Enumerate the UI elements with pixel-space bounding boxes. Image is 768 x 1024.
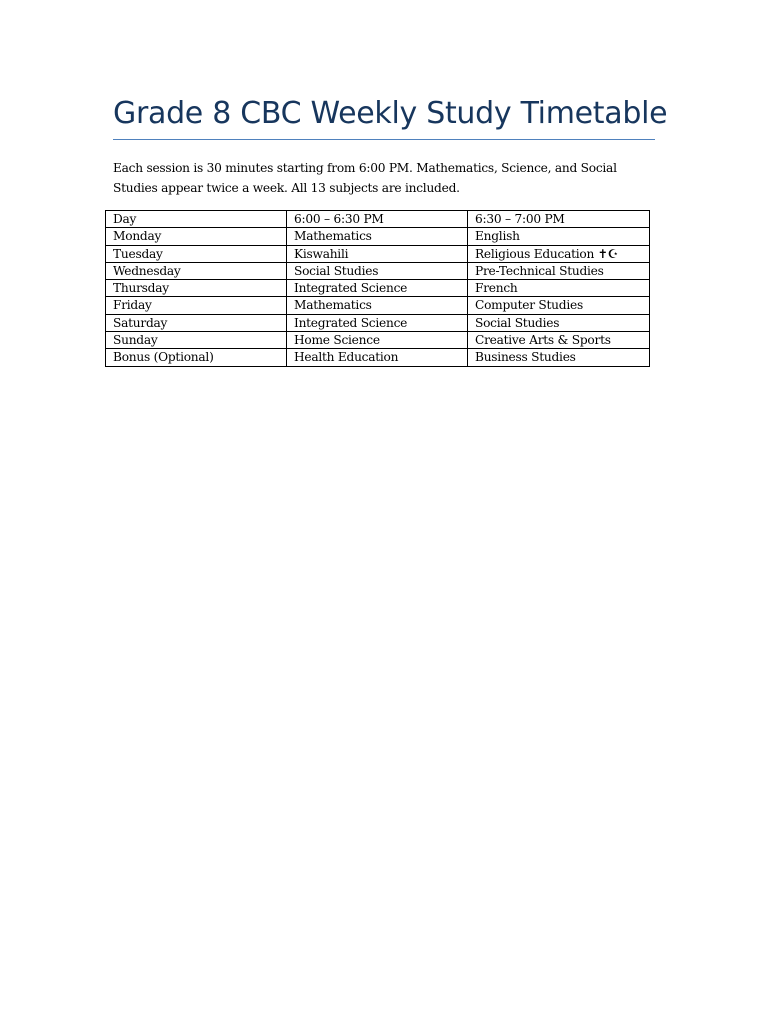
table-row bbox=[106, 297, 650, 314]
subject-cell: Creative Arts & Sports bbox=[468, 332, 650, 349]
table-header-row bbox=[106, 211, 650, 228]
header-cell-day: Day bbox=[106, 211, 287, 228]
table-row bbox=[106, 262, 650, 279]
day-cell: Wednesday bbox=[106, 262, 287, 279]
subject-cell: Mathematics bbox=[287, 297, 468, 314]
table-row bbox=[106, 280, 650, 297]
intro-paragraph: Each session is 30 minutes starting from 6:00 PM. Mathematics, Science, and Social Studies appear twice a week. All 13 subjects are included. bbox=[113, 161, 617, 195]
table-row bbox=[106, 349, 650, 366]
subject-cell: Social Studies bbox=[468, 314, 650, 331]
day-cell: Tuesday bbox=[106, 245, 287, 262]
page-title: Grade 8 CBC Weekly Study Timetable bbox=[113, 96, 668, 131]
subject-cell: Home Science bbox=[287, 332, 468, 349]
day-cell: Thursday bbox=[106, 280, 287, 297]
subject-cell: Mathematics bbox=[287, 228, 468, 245]
table-row bbox=[106, 245, 650, 262]
day-cell: Friday bbox=[106, 297, 287, 314]
table-row bbox=[106, 314, 650, 331]
title-underline bbox=[113, 139, 655, 140]
subject-cell: Computer Studies bbox=[468, 297, 650, 314]
subject-cell: Integrated Science bbox=[287, 280, 468, 297]
day-cell: Saturday bbox=[106, 314, 287, 331]
header-cell-slot-2: 6:30 – 7:00 PM bbox=[468, 211, 650, 228]
subject-cell: Kiswahili bbox=[287, 245, 468, 262]
table-row bbox=[106, 228, 650, 245]
timetable bbox=[105, 210, 650, 367]
subject-cell: Pre-Technical Studies bbox=[468, 262, 650, 279]
subject-cell: Religious Education ✝☪ bbox=[468, 245, 650, 262]
day-cell: Monday bbox=[106, 228, 287, 245]
header-cell-slot-1: 6:00 – 6:30 PM bbox=[287, 211, 468, 228]
subject-cell: Health Education bbox=[287, 349, 468, 366]
subject-cell: French bbox=[468, 280, 650, 297]
day-cell: Bonus (Optional) bbox=[106, 349, 287, 366]
subject-cell: Integrated Science bbox=[287, 314, 468, 331]
day-cell: Sunday bbox=[106, 332, 287, 349]
subject-cell: English bbox=[468, 228, 650, 245]
subject-cell: Business Studies bbox=[468, 349, 650, 366]
table-row bbox=[106, 332, 650, 349]
subject-cell: Social Studies bbox=[287, 262, 468, 279]
